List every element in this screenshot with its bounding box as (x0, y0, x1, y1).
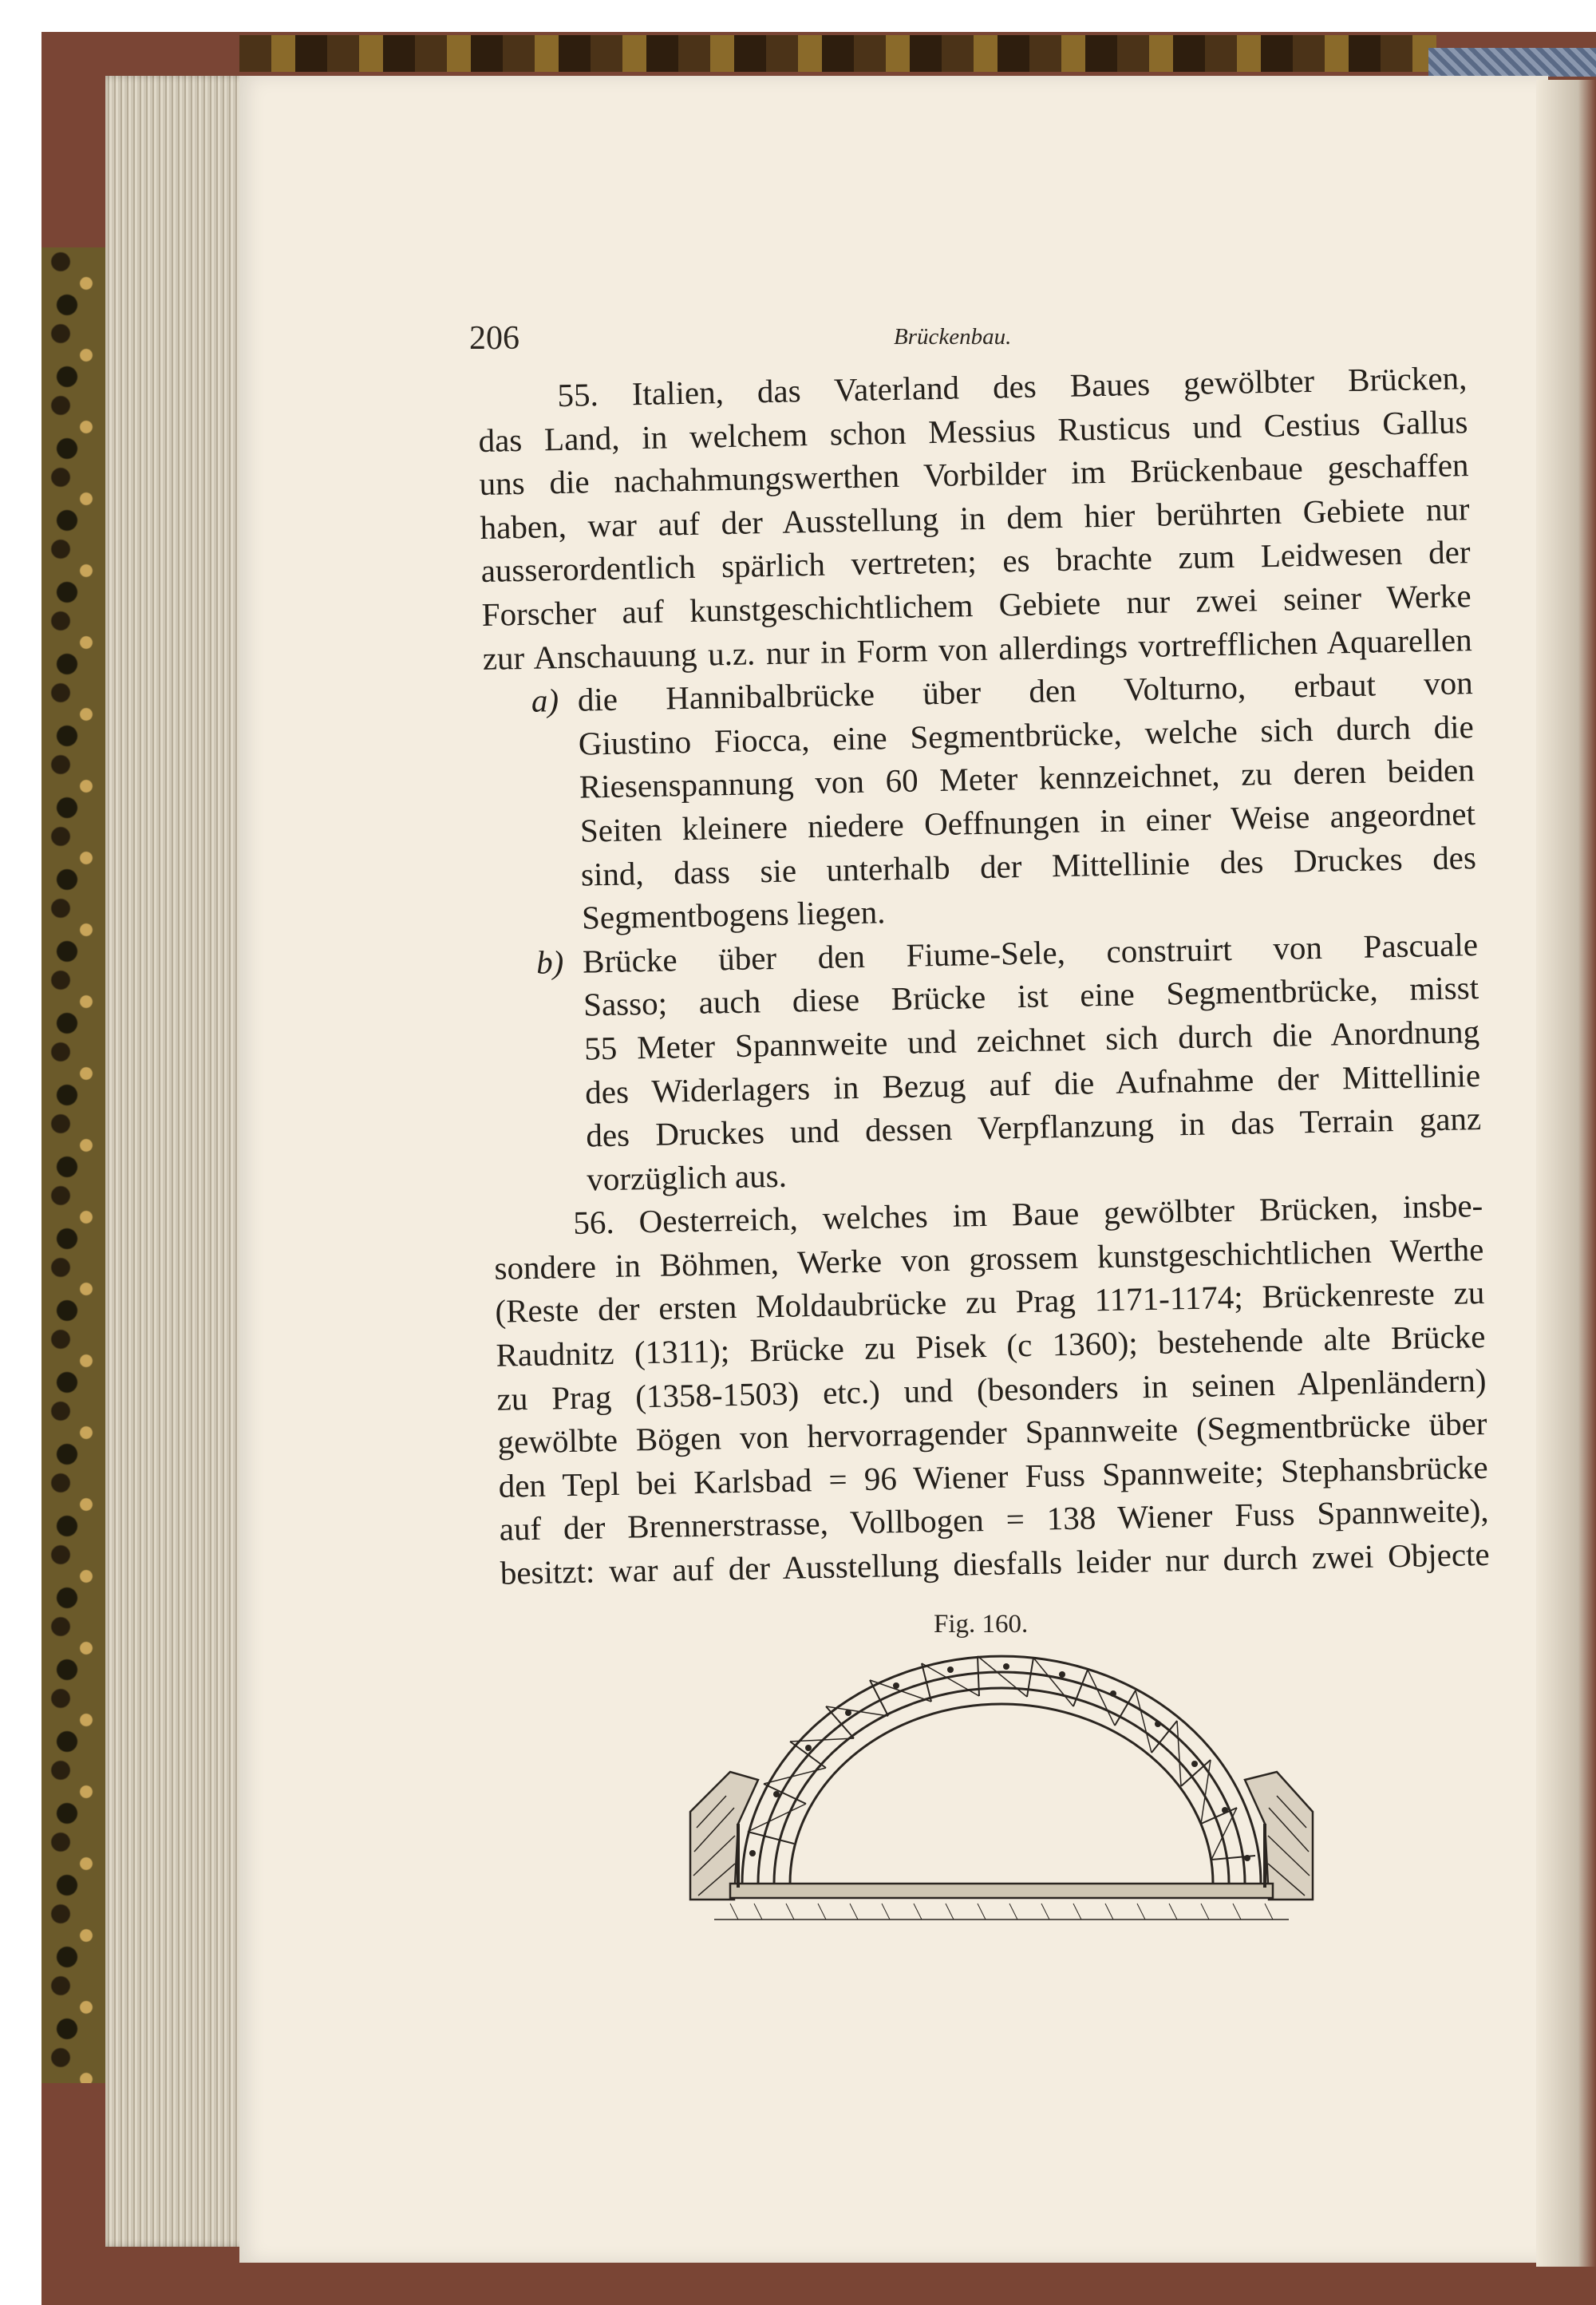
page-number: 206 (469, 320, 519, 357)
text-line: haben, war auf der Ausstellung in dem hier berührten Gebiete nur (480, 489, 1470, 546)
list-marker-b: b) (535, 943, 564, 981)
text-line: vorzüglich aus. (586, 1156, 788, 1198)
list-marker-a: a) (531, 682, 559, 719)
text-line: Sasso; auch diese Brücke ist eine Segmentbrücke, misst (583, 969, 1479, 1023)
text-line: 55 Meter Spannweite und zeichnet sich durch die Anordnung (583, 1012, 1480, 1067)
text-line: Giustino Fiocca, eine Segmentbrücke, welche sich durch die (578, 707, 1475, 762)
running-head: Brückenbau. (894, 324, 1012, 350)
text-line: Brücke über den Fiume-Sele, construirt von Pascuale (582, 925, 1479, 980)
text-line: des Druckes und dessen Verpflanzung in das Terrain ganz (585, 1100, 1482, 1154)
text-line: gewölbte Bögen von hervorragender Spannweite (Segmentbrücke über (497, 1405, 1487, 1461)
figure-caption: Fig. 160. (934, 1610, 1029, 1639)
text-line: ausserordentlich spärlich vertreten; es brachte zum Leidwesen der (480, 533, 1471, 590)
page-gutter-shadow (1536, 80, 1596, 2267)
text-line: uns die nachahmungswerthen Vorbilder im Brückenbaue geschaffen (479, 446, 1469, 503)
marbled-endpaper (41, 247, 105, 2083)
text-line: Seiten kleinere niedere Oeffnungen in einer Weise angeordnet (579, 795, 1476, 849)
text-line: Riesenspannung von 60 Meter kennzeichnet, zu deren beiden (579, 751, 1476, 805)
text-line: 55. Italien, das Vaterland des Baues gewölbter Brücken, (557, 359, 1468, 414)
text-line: zur Anschauung u.z. nur in Form von allerdings vortrefflichen Aquarellen (482, 620, 1473, 677)
text-line: Segmentbogens liegen. (581, 893, 886, 936)
cover-marbled-edge (239, 35, 1436, 72)
text-line: den Tepl bei Karlsbad = 96 Wiener Fuss Spannweite; Stephansbrücke (498, 1448, 1488, 1504)
text-line: besitzt: war auf der Ausstellung diesfalls leider nur durch zwei Objecte (500, 1535, 1491, 1591)
text-line: sind, dass sie unterhalb der Mittellinie des Druckes des (580, 838, 1477, 893)
text-line: Forscher auf kunstgeschichtlichem Gebiete nur zwei seiner Werke (481, 577, 1472, 633)
body-text (477, 356, 1490, 1595)
text-line: des Widerlagers in Bezug auf die Aufnahme der Mittellinie (584, 1056, 1481, 1111)
text-line: Raudnitz (1311); Brücke zu Pisek (c 1360); bestehende alte Brücke (496, 1318, 1486, 1374)
cover-cloth-binding (1428, 48, 1596, 77)
text-line: (Reste der ersten Moldaubrücke zu Prag 1171-1174; Brückenreste zu (495, 1274, 1485, 1330)
text-line: sondere in Böhmen, Werke von grossem kunstgeschichtlichen Werthe (494, 1230, 1484, 1287)
text-line: das Land, in welchem schon Messius Rusticus und Cestius Gallus (478, 402, 1468, 459)
text-line: die Hannibalbrücke über den Volturno, erbaut von (577, 664, 1474, 718)
text-line: auf der Brennerstrasse, Vollbogen = 138 Wiener Fuss Spannweite), (499, 1492, 1489, 1548)
text-line: zu Prag (1358-1503) etc.) und (besonders in seinen Alpenländern) (496, 1361, 1487, 1417)
bridge-arch-illustration (682, 1644, 1321, 1987)
text-line: 56. Oesterreich, welches im Baue gewölbter Brücken, insbe- (572, 1187, 1483, 1242)
